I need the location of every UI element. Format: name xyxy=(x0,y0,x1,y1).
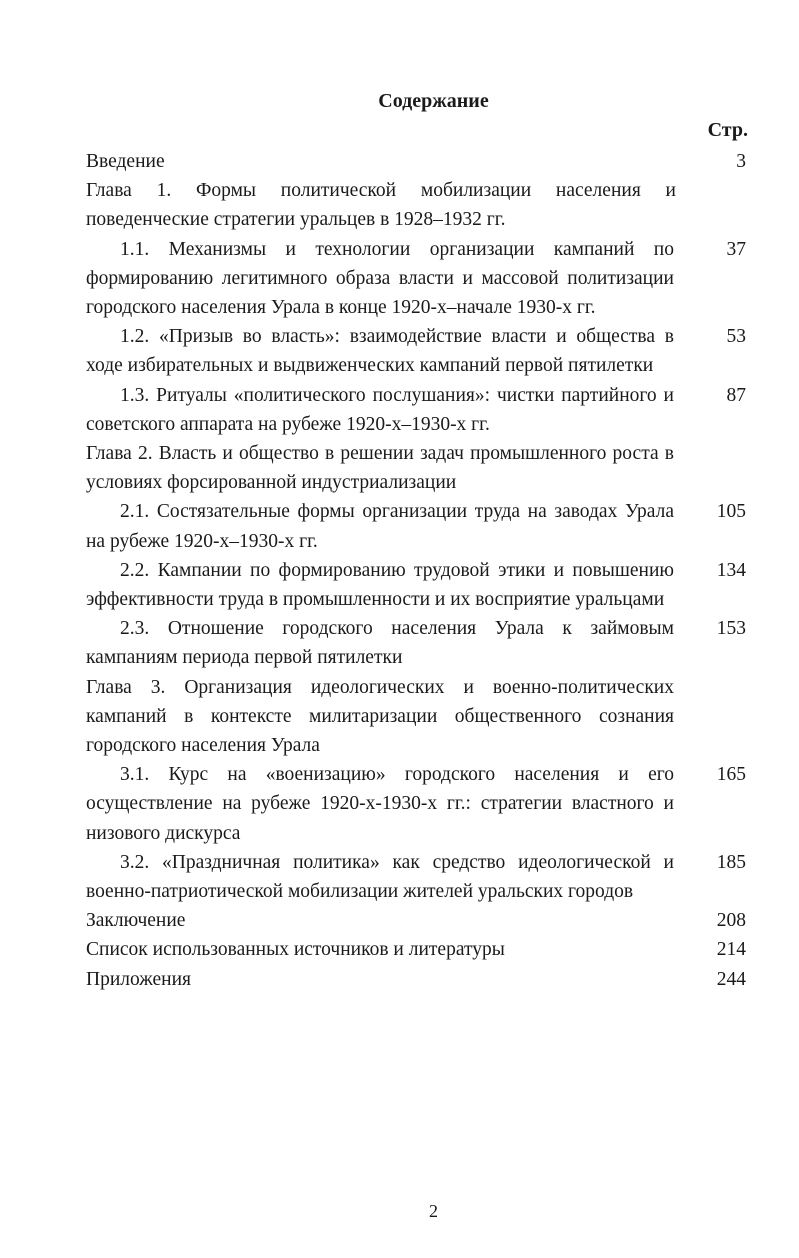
toc-entry-page: 37 xyxy=(726,238,746,260)
toc-entry-page: 153 xyxy=(716,618,746,640)
page-column-label: Стр. xyxy=(707,119,748,141)
toc-entry xyxy=(86,965,746,994)
page-title: Содержание xyxy=(378,90,489,112)
toc-entry-title: Глава 3. Организация идеологических и военно-политических кампаний в контексте милитаризации общественного сознания городского населения Урала xyxy=(86,676,674,757)
toc-entry xyxy=(86,497,746,555)
table-of-contents xyxy=(86,147,746,994)
toc-entry-page: 87 xyxy=(726,384,746,406)
toc-entry-title: Глава 2. Власть и общество в решении задач промышленного роста в условиях форсированной индустриализации xyxy=(86,443,674,494)
toc-entry xyxy=(86,848,746,906)
toc-entry xyxy=(86,760,746,848)
toc-entry-title: 1.1. Механизмы и технологии организации кампаний по формированию легитимного образа власти и массовой политизации городского населения Урала в конце 1920-х–начале 1930-х гг. xyxy=(86,238,674,319)
toc-entry xyxy=(86,147,746,176)
toc-entry-title: Список использованных источников и литературы xyxy=(86,939,505,961)
toc-entry-page: 165 xyxy=(716,764,746,786)
toc-entry-title: Глава 1. Формы политической мобилизации населения и поведенческие стратегии уральцев в 1928–1932 гг. xyxy=(86,180,676,231)
toc-entry-page: 185 xyxy=(716,851,746,873)
toc-entry-page: 105 xyxy=(716,501,746,523)
toc-entry-title: Приложения xyxy=(86,968,191,990)
toc-entry-page: 134 xyxy=(716,559,746,581)
toc-entry xyxy=(86,614,746,672)
toc-entry xyxy=(86,381,746,439)
toc-entry-title: 1.3. Ритуалы «политического послушания»: чистки партийного и советского аппарата на рубеже 1920-х–1930-х гг. xyxy=(86,384,674,435)
toc-entry xyxy=(86,673,746,761)
toc-entry xyxy=(86,176,746,234)
toc-entry xyxy=(86,322,746,380)
toc-entry-title: 2.2. Кампании по формированию трудовой этики и повышению эффективности труда в промышленности и их восприятие уральцами xyxy=(86,559,674,611)
toc-entry-page: 208 xyxy=(716,910,746,932)
footer-page-number: 2 xyxy=(429,1201,438,1221)
toc-entry-page: 214 xyxy=(716,939,746,961)
toc-entry-page: 53 xyxy=(726,326,746,348)
toc-entry-title: Заключение xyxy=(86,910,186,932)
toc-entry-title: 1.2. «Призыв во власть»: взаимодействие власти и общества в ходе избирательных и выдвиженческих кампаний первой пятилетки xyxy=(86,326,674,377)
toc-entry xyxy=(86,439,746,497)
toc-entry-title: 2.1. Состязательные формы организации труда на заводах Урала на рубеже 1920-х–1930-х гг. xyxy=(86,501,674,552)
toc-entry-title: Введение xyxy=(86,151,165,172)
toc-entry xyxy=(86,556,746,614)
toc-entry-title: 3.1. Курс на «военизацию» городского населения и его осуществление на рубеже 1920-х-1930-х гг.: стратегии властного и низового дискурса xyxy=(86,764,674,844)
toc-entry xyxy=(86,906,746,935)
toc-entry-title: 3.2. «Праздничная политика» как средство идеологической и военно-патриотической мобилизации жителей уральских городов xyxy=(86,851,674,903)
toc-entry xyxy=(86,235,746,323)
toc-entry xyxy=(86,935,746,964)
toc-entry-title: 2.3. Отношение городского населения Урала к займовым кампаниям периода первой пятилетки xyxy=(86,618,674,669)
toc-entry-page: 244 xyxy=(716,968,746,990)
toc-entry-page: 3 xyxy=(736,151,746,172)
